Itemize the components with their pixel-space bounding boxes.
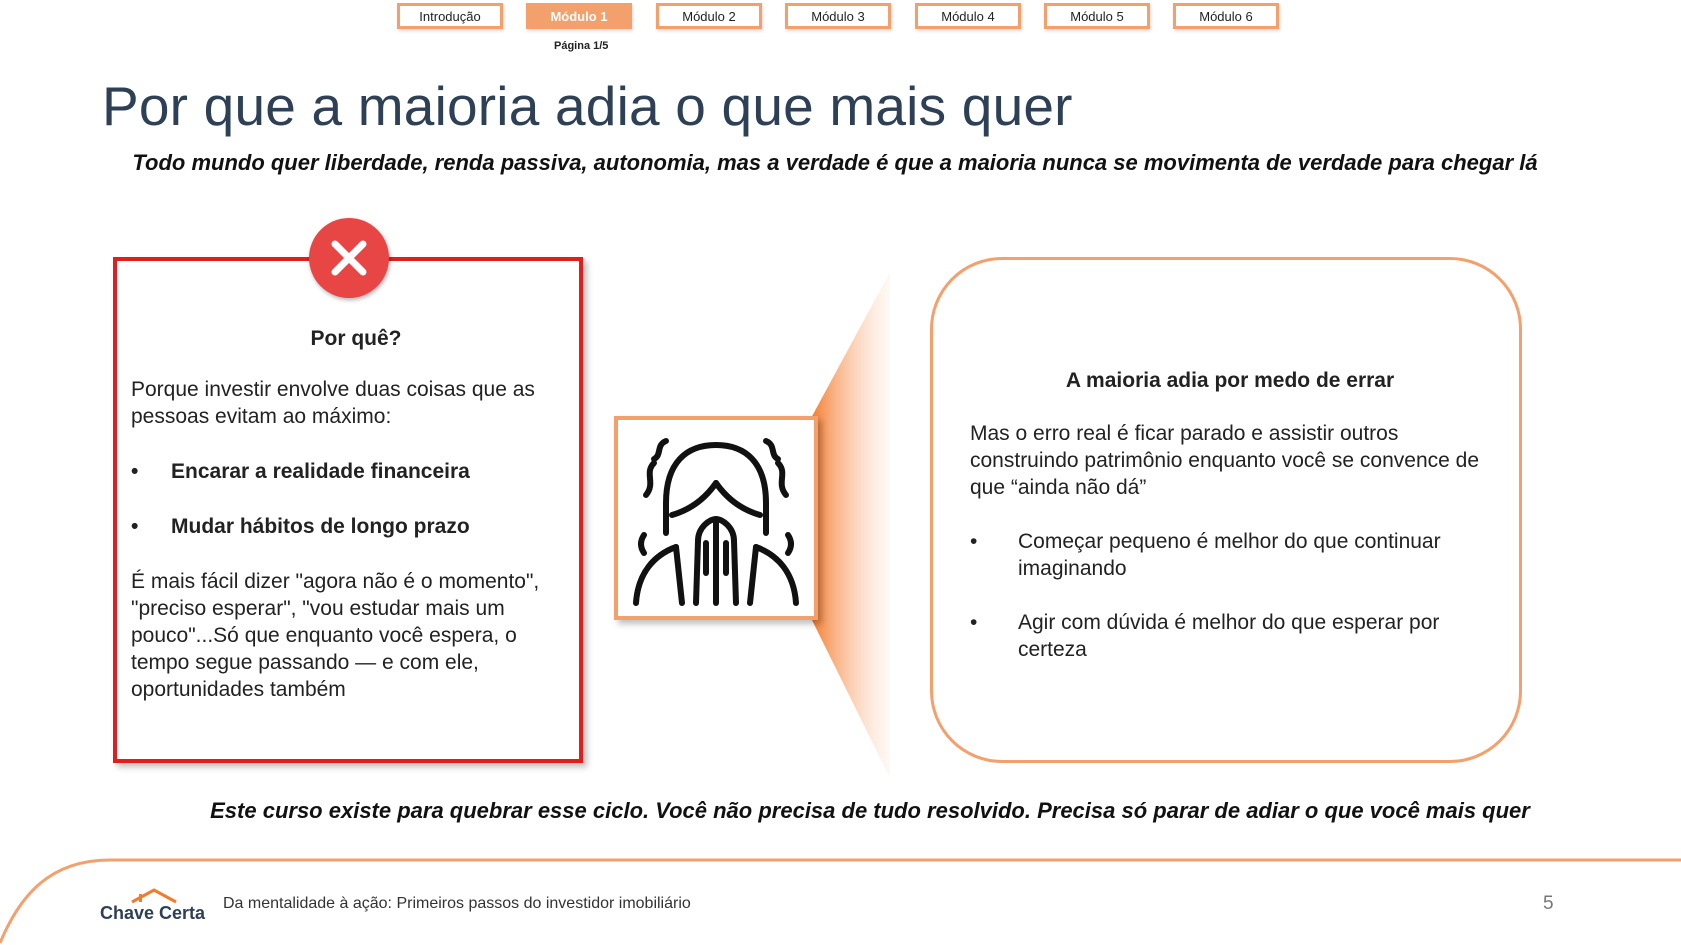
nav-button-modulo-2[interactable]: Módulo 2 xyxy=(656,3,762,29)
why-card xyxy=(113,257,583,763)
bullet-icon: • xyxy=(970,611,978,634)
fear-heading: A maioria adia por medo de errar xyxy=(1065,369,1395,392)
bullet-text: Começar pequeno é melhor do que continuar imaginando xyxy=(1018,530,1441,580)
nav-button-modulo-1[interactable]: Módulo 1 xyxy=(526,3,632,29)
closing-statement: Este curso existe para quebrar esse ciclo. Você não precisa de tudo resolvido. Precisa só parar de adiar o que você mais quer xyxy=(210,798,1530,823)
why-heading: Por quê? xyxy=(310,327,402,350)
page-number: 5 xyxy=(1543,893,1554,914)
list-item xyxy=(131,513,561,540)
nav-button-modulo-3[interactable]: Módulo 3 xyxy=(785,3,891,29)
why-intro: Porque investir envolve duas coisas que as pessoas evitam ao máximo: xyxy=(131,378,535,428)
slide-subtitle: Todo mundo quer liberdade, renda passiva, autonomia, mas a verdade é que a maioria nunca se movimenta de verdade para chegar lá xyxy=(132,150,1538,175)
nav-button-modulo-6[interactable]: Módulo 6 xyxy=(1173,3,1279,29)
slide-title: Por que a maioria adia o que mais quer xyxy=(102,75,1073,137)
list-item xyxy=(131,458,561,485)
fear-card xyxy=(930,257,1522,763)
list-item xyxy=(970,528,1490,582)
bullet-icon: • xyxy=(131,460,139,483)
nav-button-introducao[interactable]: Introdução xyxy=(397,3,503,29)
list-item xyxy=(970,609,1490,663)
bullet-icon: • xyxy=(970,530,978,553)
bullet-text: Encarar a realidade financeira xyxy=(171,460,470,483)
nav-button-modulo-5[interactable]: Módulo 5 xyxy=(1044,3,1150,29)
course-title: Da mentalidade à ação: Primeiros passos do investidor imobiliário xyxy=(223,895,691,912)
page-indicator: Página 1/5 xyxy=(554,40,609,52)
bullet-text: Mudar hábitos de longo prazo xyxy=(171,515,470,538)
brand-logo-text: Chave Certa xyxy=(100,903,206,923)
why-closing: É mais fácil dizer "agora não é o momento", "preciso esperar", "vou estudar mais um pouco"...Só que enquanto você espera, o tempo segue passando — e com ele, oportunidades também xyxy=(131,570,540,701)
nav-button-modulo-4[interactable]: Módulo 4 xyxy=(915,3,1021,29)
stressed-person-icon xyxy=(626,423,806,613)
close-x-icon xyxy=(309,218,389,298)
stressed-person-card xyxy=(614,416,818,620)
bullet-icon: • xyxy=(131,515,139,538)
bullet-text: Agir com dúvida é melhor do que esperar por certeza xyxy=(1018,611,1440,661)
fear-intro: Mas o erro real é ficar parado e assistir outros construindo patrimônio enquanto você se convence de que “ainda não dá” xyxy=(970,422,1480,499)
